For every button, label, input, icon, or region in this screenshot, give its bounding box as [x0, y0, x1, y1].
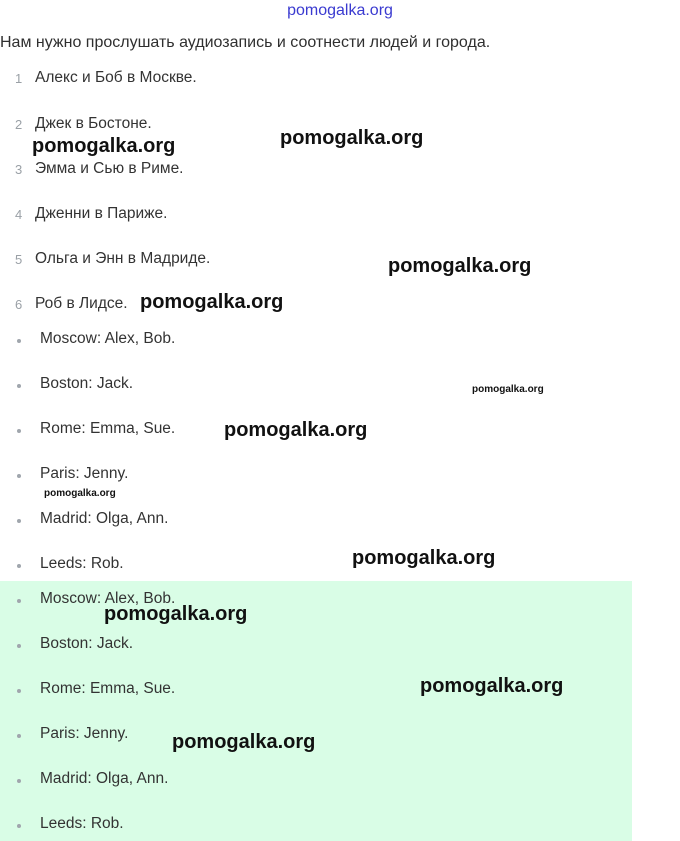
answer-text: Paris: Jenny. [40, 725, 129, 742]
answer-text: Moscow: Alex, Bob. [40, 590, 176, 607]
bullet-text: Rome: Emma, Sue. [40, 420, 176, 437]
item-number: 2 [15, 117, 23, 132]
item-text: Эмма и Сью в Риме. [35, 160, 184, 177]
answer-text: Leeds: Rob. [40, 815, 124, 832]
item-text: Дженни в Париже. [35, 205, 168, 222]
bullet-text: Boston: Jack. [40, 375, 134, 392]
bullet-text: Madrid: Olga, Ann. [40, 510, 169, 527]
bullet-dot-icon [17, 599, 21, 603]
answer-box [0, 581, 632, 841]
bullet-dot-icon [17, 644, 21, 648]
watermark: pomogalka.org [472, 384, 544, 395]
bullet-dot-icon [17, 519, 21, 523]
watermark: pomogalka.org [280, 127, 424, 149]
item-text: Алекс и Боб в Москве. [35, 69, 197, 86]
item-text: Ольга и Энн в Мадриде. [35, 250, 211, 267]
item-text: Роб в Лидсе. [35, 295, 128, 312]
watermark: pomogalka.org [224, 419, 368, 441]
watermark: pomogalka.org [420, 675, 564, 697]
bullet-text: Leeds: Rob. [40, 555, 124, 572]
item-number: 3 [15, 162, 23, 177]
watermark: pomogalka.org [44, 488, 116, 499]
watermark: pomogalka.org [352, 547, 496, 569]
bullet-dot-icon [17, 564, 21, 568]
intro-text: Нам нужно прослушать аудиозапись и соотнести людей и города. [0, 34, 491, 51]
watermark: pomogalka.org [172, 731, 316, 753]
watermark: pomogalka.org [32, 135, 176, 157]
bullet-dot-icon [17, 474, 21, 478]
answer-text: Boston: Jack. [40, 635, 134, 652]
item-text: Джек в Бостоне. [35, 115, 152, 132]
item-number: 1 [15, 71, 23, 86]
item-number: 6 [15, 297, 23, 312]
bullet-dot-icon [17, 824, 21, 828]
bullet-dot-icon [17, 429, 21, 433]
watermark: pomogalka.org [104, 603, 248, 625]
bullet-text: Paris: Jenny. [40, 465, 129, 482]
answer-text: Rome: Emma, Sue. [40, 680, 176, 697]
bullet-dot-icon [17, 384, 21, 388]
answer-text: Madrid: Olga, Ann. [40, 770, 169, 787]
watermark: pomogalka.org [388, 255, 532, 277]
bullet-dot-icon [17, 734, 21, 738]
watermark: pomogalka.org [140, 291, 284, 313]
bullet-dot-icon [17, 689, 21, 693]
bullet-dot-icon [17, 779, 21, 783]
item-number: 5 [15, 252, 23, 267]
bullet-text: Moscow: Alex, Bob. [40, 330, 176, 347]
header-watermark: pomogalka.org [287, 2, 393, 19]
item-number: 4 [15, 207, 23, 222]
bullet-dot-icon [17, 339, 21, 343]
